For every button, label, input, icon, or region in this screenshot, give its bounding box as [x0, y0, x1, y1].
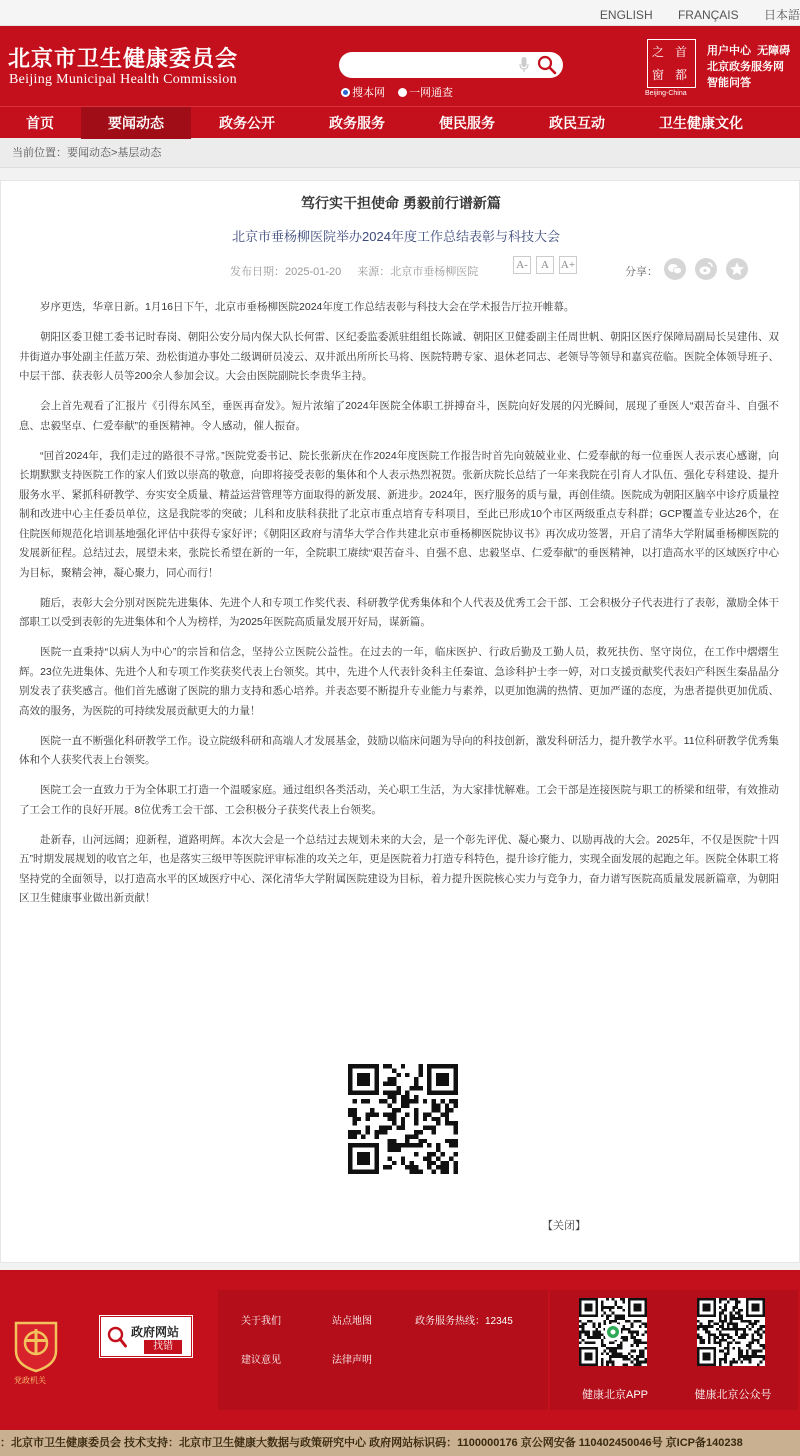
site-footer — [0, 1270, 800, 1430]
nav-gov-services[interactable]: 政务服务 — [329, 115, 385, 131]
capital-window-seal[interactable]: 之 首 窗 都 — [647, 39, 696, 88]
breadcrumb[interactable]: 当前位置：要闻动态>基层动态 — [0, 138, 800, 168]
nav-interaction[interactable]: 政民互动 — [549, 115, 605, 131]
font-larger-button[interactable]: A+ — [559, 256, 577, 274]
microphone-icon[interactable] — [519, 57, 529, 73]
search-icon[interactable] — [536, 55, 558, 75]
footer-bottom-bar: ：北京市卫生健康委员会 技术支持：北京市卫生健康大数据与政策研究中心 政府网站标识码：1100000176 京公网安备 110402450046号 京ICP备140238 — [0, 1430, 800, 1456]
article-paragraph: 朝阳区委卫健工委书记时春岗、朝阳公安分局内保大队长何雷、区纪委监委派驻组组长陈诚、朝阳区卫健委副主任周世帆、朝阳区医疗保障局副局长吴建伟、双井街道办事处副主任蓝万荣、劲松街道办事处二级调研员凌云、双井派出所所长马将、医院特聘专家、退休老同志、老领导等领导和嘉宾莅临。医院全体领导班子、中层干部、获表彰人员等200余人参加会议。大会由医院副院长李贵华主持。 — [19, 331, 779, 382]
favorite-icon[interactable] — [726, 258, 748, 280]
article-title: 笃行实干担使命 勇毅前行谱新篇 — [301, 195, 501, 211]
article-body — [19, 298, 779, 919]
sitemap-link[interactable]: 站点地图 — [332, 1316, 372, 1327]
main-nav — [0, 106, 800, 138]
article-paragraph: “回首2024年，我们走过的路很不寻常。”医院党委书记、院长张新庆在作2024年度医院工作报告时首先向兢兢业业、仁爱奉献的每一位垂医人表示衷心感谢，向长期默默支持医院工作的家人们致以崇高的敬意，向即将接受表彰的集体和个人表示热烈祝贺。张新庆院长总结了一年来我院在引育人才队伍、强化专科建设、提升服务水平、紧抓科研教学、夯实安全质量、精益运营管理等方面取得的新发展、新进步。2024年，医疗服务的质与量，再创佳绩。医院成为朝阳区脑卒中诊疗质量控制和改进中心主任委员单位，这是我院零的突破；儿科和皮肤科获批了北京市重点培育专科项目，至此已形成10个市区两级重点专科群；GCP覆盖专业达26个，在住院医师规范化培训基地强化评估中获得专家好评；《朝阳区政府与清华大学合作共建北京市垂杨柳医院协议书》再次成功签署，开启了清华大学附属垂杨柳医院的发展新征程。总结过去，展望未来，张院长希望在新的一年，全院职工赓续“艰苦奋斗、自强不息、忠毅坚卓、仁爱奉献”的垂医精神，以打造高水平的区域医疗中心为目标，聚精会神，凝心聚力，同心而行！ — [19, 449, 779, 579]
party-emblem-icon[interactable] — [12, 1317, 60, 1373]
search-scope-site[interactable]: 搜本网 — [341, 87, 385, 99]
magnifier-icon — [107, 1326, 127, 1348]
article-paragraph: 会上首先观看了汇报片《引得东风至，垂医再奋发》。短片浓缩了2024年医院全体职工拼搏奋斗，医院向好发展的闪光瞬间，展现了垂医人“艰苦奋斗、自强不息、忠毅坚卓、仁爱奉献”的垂医精神。令人感动，催人振奋。 — [19, 400, 779, 432]
share-label: 分享： — [625, 266, 658, 278]
article-panel — [0, 180, 800, 1263]
accessibility-link[interactable]: 无障碍 — [757, 45, 791, 57]
article-paragraph: 赴新春，山河远阔；迎新程，道路明辉。本次大会是一个总结过去规划未来的大会，是一个彰先评优、凝心聚力、以励再战的大会。2025年，不仅是医院“十四五”时期发展规划的收官之年，也是落实三级甲等医院评审标准的攻关之年，更是医院着力打造专科特色，提升诊疗能力，实现全面发展的起跑之年。医院全体职工将坚持党的全面领导，以打造高水平的区域医疗中心、深化清华大学附属医院建设为目标，着力提升医院核心实力与竞争力，奋力谱写医院高质量发展新篇章，为朝阳区卫生健康事业做出新贡献！ — [19, 833, 779, 904]
font-smaller-button[interactable]: A- — [513, 256, 531, 274]
font-normal-button[interactable]: A — [536, 256, 554, 274]
lang-french-link[interactable]: FRANÇAIS — [677, 8, 739, 22]
smart-qa-link[interactable]: 智能问答 — [707, 77, 751, 89]
lang-japanese-link[interactable]: 日本語 — [763, 8, 800, 22]
lang-english-link[interactable]: ENGLISH — [599, 8, 653, 22]
nav-public-services[interactable]: 便民服务 — [439, 115, 495, 131]
language-bar — [0, 0, 800, 26]
nav-news[interactable]: 要闻动态 — [81, 107, 191, 139]
radio-icon[interactable] — [398, 88, 407, 97]
app-qr-code — [579, 1298, 647, 1366]
header-quick-links — [707, 43, 790, 91]
publish-date: 发布日期：2025-01-20 — [230, 266, 342, 278]
user-center-link[interactable]: 用户中心 — [707, 45, 751, 57]
article-subtitle: 北京市垂杨柳医院举办2024年度工作总结表彰与科技大会 — [232, 229, 560, 244]
weibo-icon[interactable] — [695, 258, 717, 280]
article-paragraph: 医院工会一直致力于为全体职工打造一个温暖家庭。通过组织各类活动，关心职工生活，为大家排忧解难。工会干部是连接医院与职工的桥梁和纽带，有效推动了工会工作的良好开展。8位优秀工会干部、工会积极分子获奖代表上台领奖。 — [19, 784, 779, 816]
radio-selected-icon[interactable] — [341, 88, 350, 97]
nav-gov-affairs[interactable]: 政务公开 — [219, 115, 275, 131]
language-links — [578, 6, 800, 23]
site-logo-cn[interactable]: 北京市卫生健康委员会 — [8, 46, 239, 71]
article-source: 来源：北京市垂杨柳医院 — [357, 266, 479, 278]
app-qr-caption: 健康北京APP — [581, 1389, 648, 1401]
wechat-qr-code — [697, 1298, 765, 1366]
about-us-link[interactable]: 关于我们 — [241, 1316, 281, 1327]
search-input[interactable] — [339, 52, 563, 78]
wechat-qr-panel — [668, 1290, 798, 1410]
article-meta — [230, 263, 478, 279]
hotline-text: 政务服务热线：12345 — [415, 1316, 513, 1327]
article-qr-code — [348, 1064, 458, 1174]
article-paragraph: 医院一直秉持“以病人为中心”的宗旨和信念，坚持公立医院公益性。在过去的一年，临床医护、行政后勤及工勤人员，救死扶伤、坚守岗位，在工作中熠熠生辉。23位先进集体、先进个人和专项工作奖获奖代表上台领奖。其中，先进个人代表针灸科主任秦谊、急诊科护士李一婷，对口支援贡献奖代表妇产科医生秦晶晶分别发表了获奖感言。他们首先感谢了医院的鼎力支持和悉心培养。并表态要不断提升专业能力与素养，以更加饱满的热情、更加严谨的态度，为患者提供更加优质、高效的服务，为医院的可持续发展贡献更大的力量！ — [19, 646, 779, 717]
footer-links — [218, 1290, 548, 1410]
wechat-qr-caption: 健康北京公众号 — [694, 1389, 772, 1401]
search-scope-all[interactable]: 一网通查 — [398, 87, 453, 99]
gov-site-error-badge[interactable]: 政府网站 找错 — [100, 1316, 192, 1357]
article-paragraph: 岁序更迭，华章日新。1月16日下午，北京市垂杨柳医院2024年度工作总结表彰与科技大会在学术报告厅拉开帷幕。 — [40, 301, 575, 313]
search-scope — [341, 84, 463, 100]
beijing-gov-service-link[interactable]: 北京政务服务网 — [707, 61, 784, 73]
wechat-icon[interactable] — [664, 258, 686, 280]
nav-health-culture[interactable]: 卫生健康文化 — [659, 115, 743, 131]
site-logo-en[interactable]: Beijing Municipal Health Commission — [9, 72, 237, 87]
app-logo-icon — [605, 1324, 621, 1340]
article-paragraph: 医院一直不断强化科研教学工作。设立院级科研和高端人才发展基金，鼓励以临床问题为导向的科技创新，激发科研活力，提升教学水平。11位科研教学优秀集体和个人获奖代表上台领奖。 — [19, 734, 779, 766]
party-caption: 党政机关 — [14, 1376, 46, 1385]
close-link[interactable]: 【关闭】 — [542, 1220, 586, 1232]
feedback-link[interactable]: 建议意见 — [241, 1355, 281, 1366]
app-qr-panel — [550, 1290, 680, 1410]
legal-notice-link[interactable]: 法律声明 — [332, 1355, 372, 1366]
nav-home[interactable]: 首页 — [26, 115, 54, 131]
site-header — [0, 26, 800, 106]
seal-caption: Beijing-China — [645, 90, 687, 97]
article-paragraph: 随后，表彰大会分别对医院先进集体、先进个人和专项工作奖代表、科研教学优秀集体和个人代表及优秀工会干部、工会积极分子代表进行了表彰，激励全体干部职工以受到表彰的先进集体和个人为榜样，为2025年医院高质量发展开好局，谋新篇。 — [19, 596, 779, 628]
